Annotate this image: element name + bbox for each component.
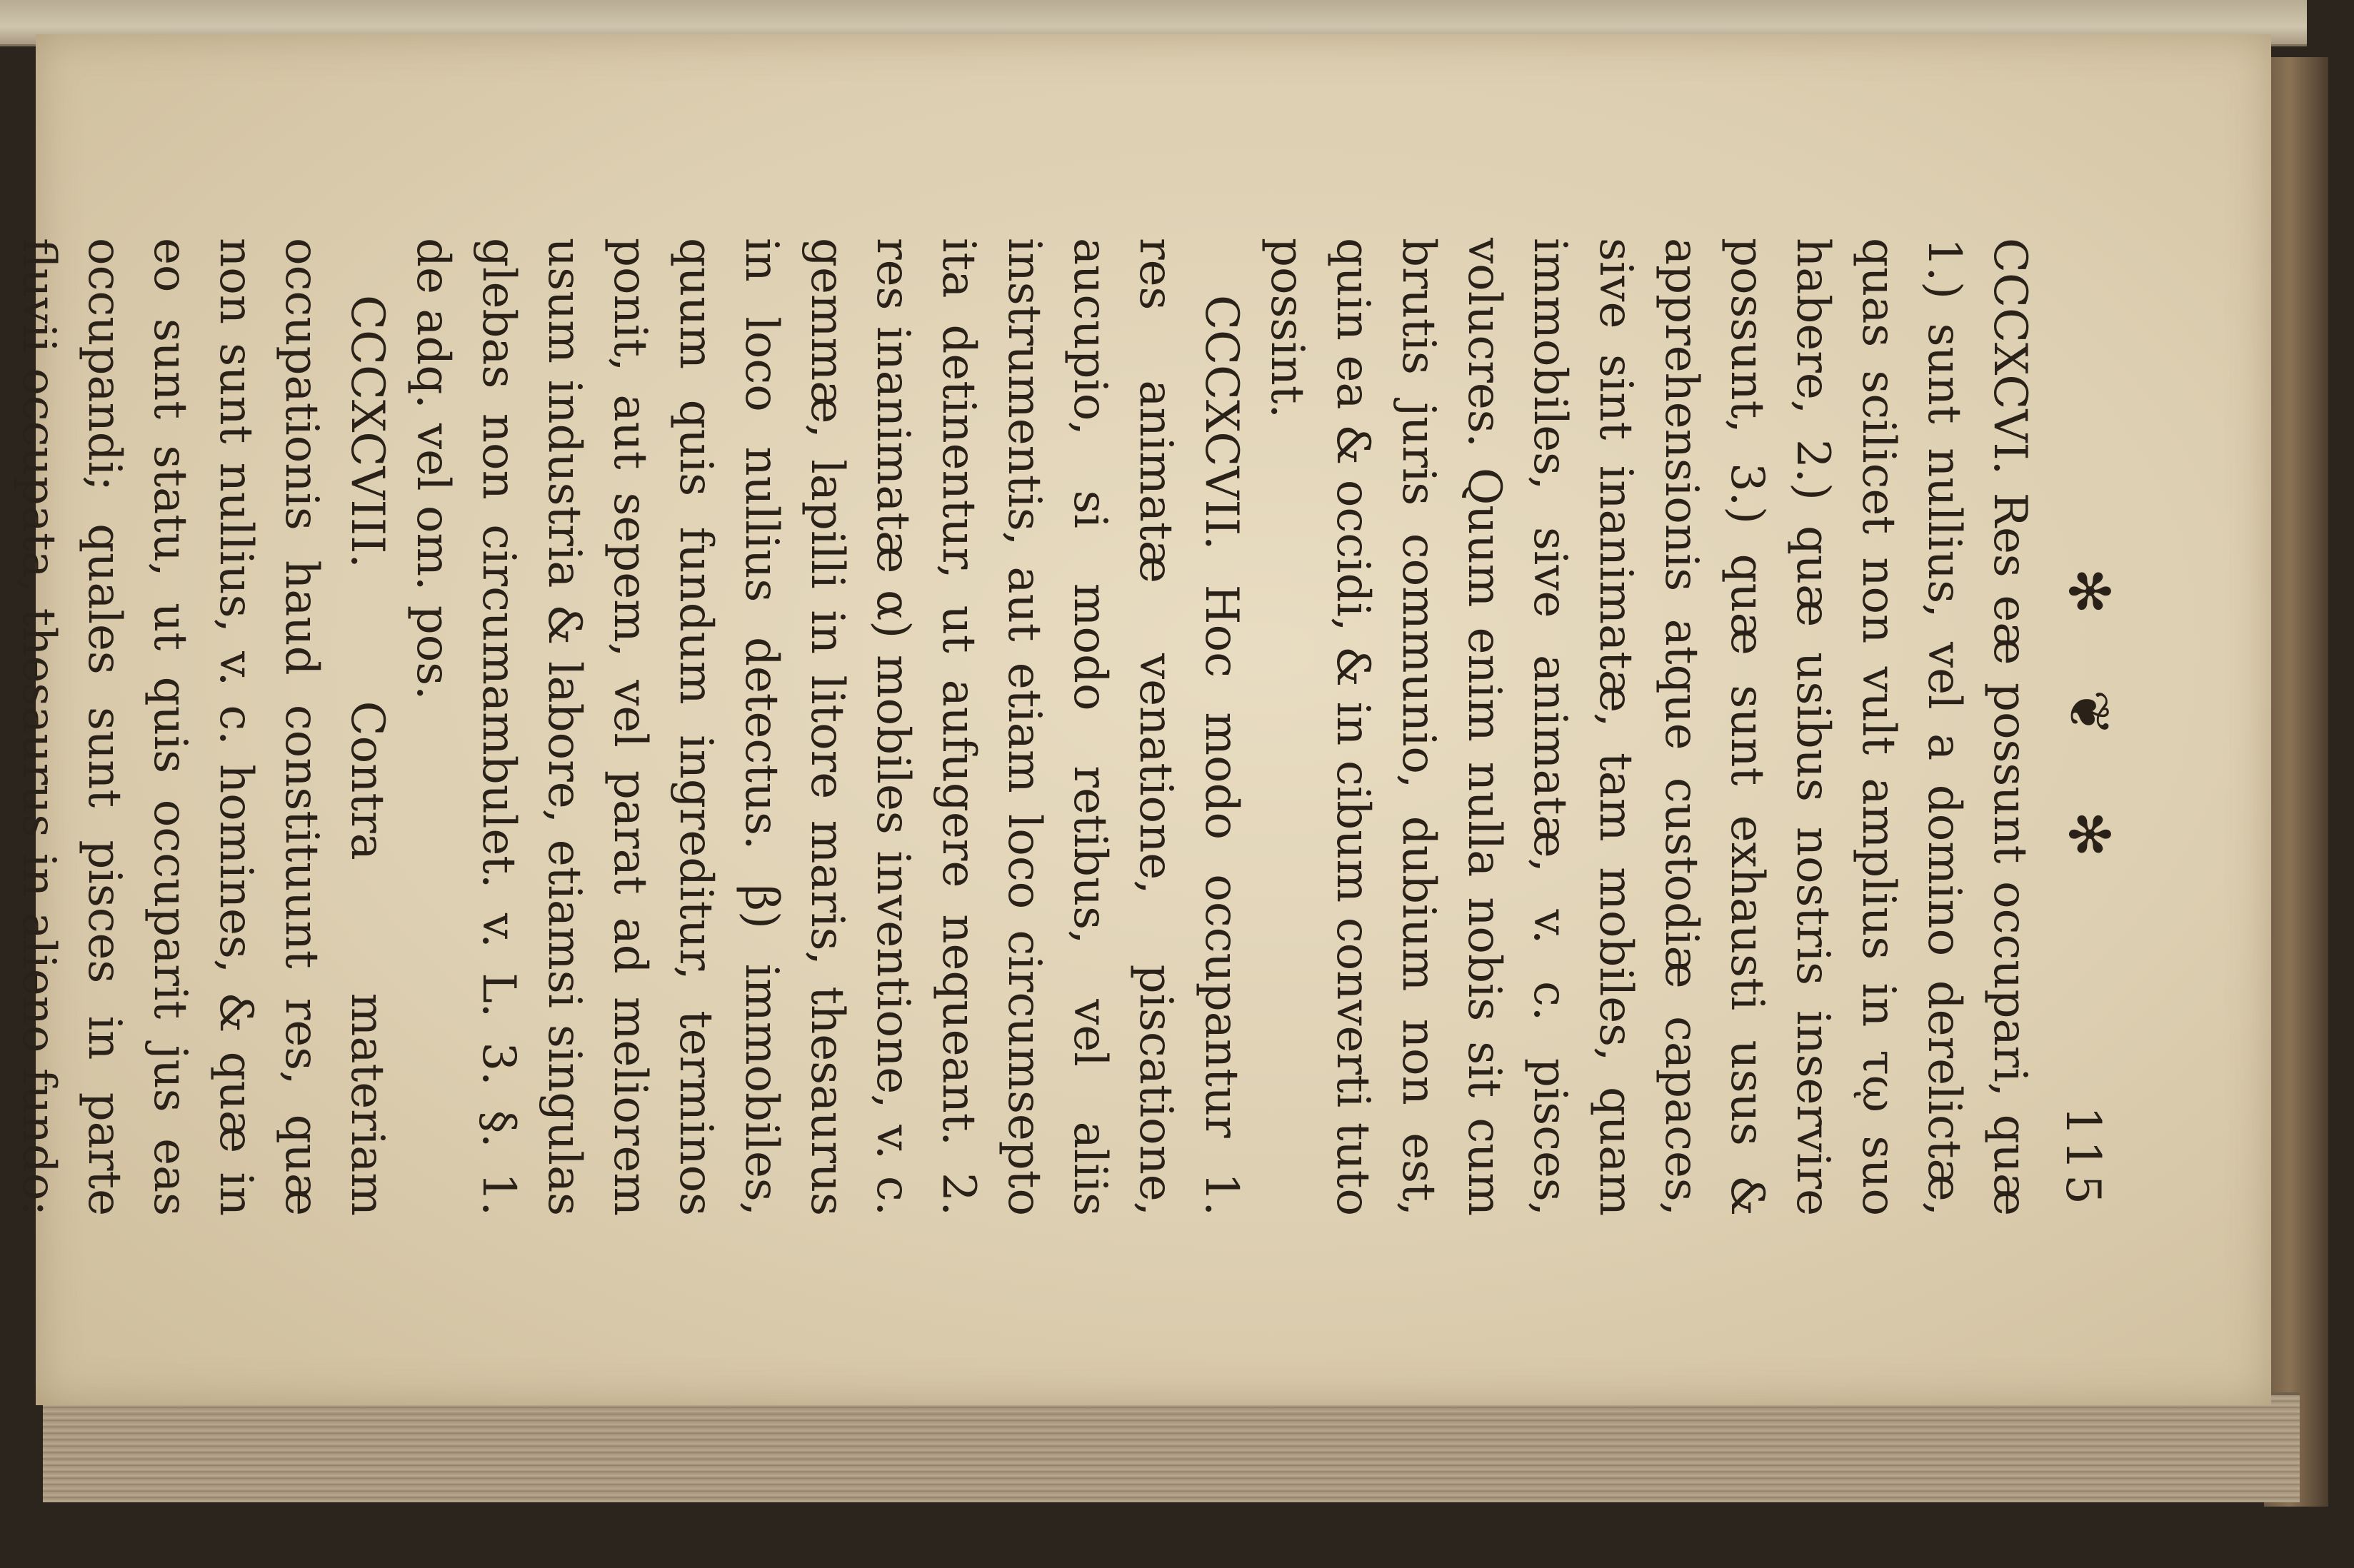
page-header (2043, 238, 2121, 1216)
page-number: 115 (2055, 1106, 2110, 1209)
paragraph-cccxcvii: CCCXCVII. Hoc modo occupantur 1. res animatæ venatione, piscatione, aucupio, si modo retibus, vel aliis instrumentis, aut etiam loco circumsepto ita detinentur, ut aufugere nequeant. 2. res inanimatæ α) mobiles inventione, v. c. gemmæ, lapilli in litore maris, thesaurus in loco nullius detectus. β) immobiles, quum quis fundum ingreditur, terminos ponit, aut sepem, vel parat ad meliorem usum industria & labore, etiamsi singulas glebas non circumambulet. v. L. 3. §. 1. de adq. vel om. pos. (406, 238, 1248, 1216)
book-page (12, 34, 2271, 1405)
paragraph-cccxcviii: CCCXCVIII. Contra materiam occupationis haud constituunt res, quæ non sunt nullius, v. c. homines, & quæ in eo sunt statu, ut quis occuparit jus eas occupandi; quales sunt pisces in parte fluvii occupata, thesaurus in alieno fundo: (12, 238, 394, 1216)
text-block (12, 238, 2121, 1216)
paragraph-cccxcvi: CCCXCVI. Res eæ possunt occupari, quæ 1.) sunt nullius, vel a domino derelictæ, quas scilicet non vult amplius in τῳ suo habere, 2.) quæ usibus nostris inservire possunt, 3.) quæ sunt exhausti usus & apprehensionis atque custodiæ capaces, sive sint inanimatæ, tam mobiles, quam immobiles, sive animatæ, v. c. pisces, volucres. Quum enim nulla nobis sit cum brutis juris communio, dubium non est, quin ea & occidi, & in cibum converti tuto possint. (1261, 238, 2036, 1216)
book-cover-edge (2264, 57, 2328, 1507)
page-stack-edge (43, 1392, 2300, 1502)
ornament: ✻ ❦ ✻ (2056, 568, 2120, 886)
